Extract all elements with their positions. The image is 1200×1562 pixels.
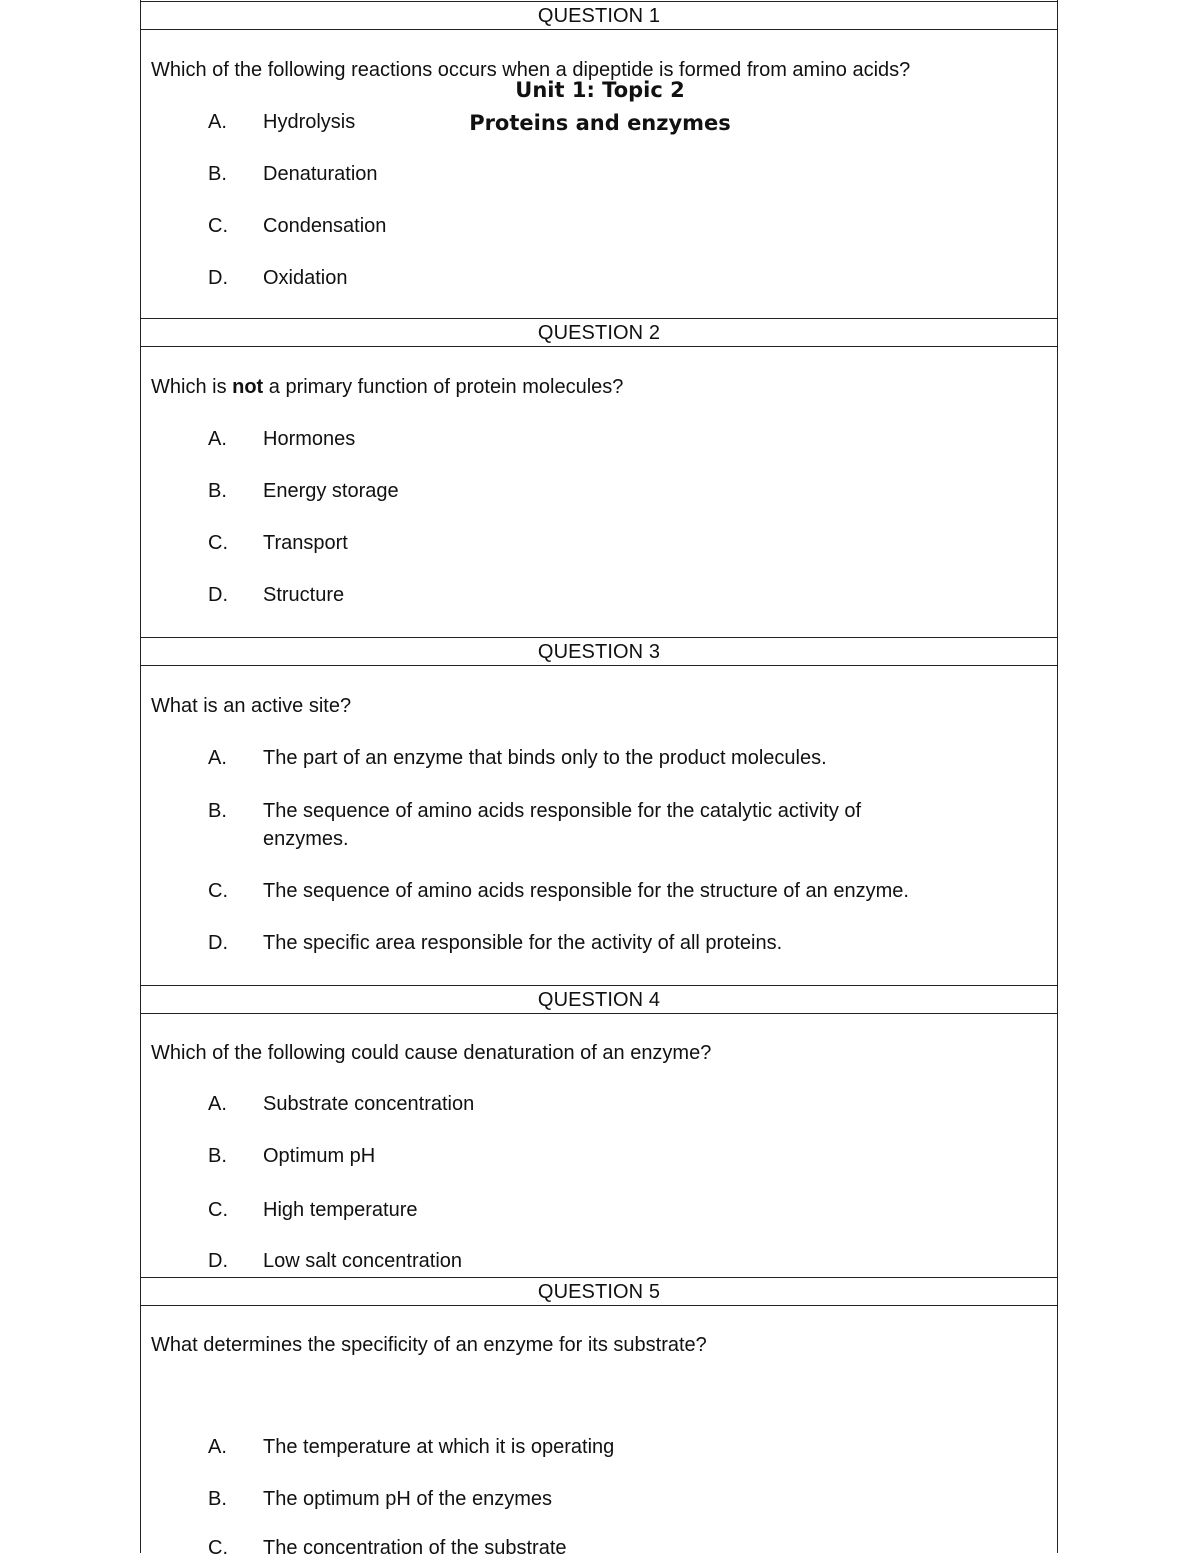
question-3-stem: What is an active site? xyxy=(151,695,352,717)
unit-title: Unit 1: Topic 2 xyxy=(515,78,685,102)
question-1-heading: QUESTION 1 xyxy=(141,1,1057,30)
option-text: Energy storage xyxy=(263,480,399,502)
option-text: The part of an enzyme that binds only to the product molecules. xyxy=(263,747,827,769)
option-letter: B. xyxy=(208,1145,227,1167)
question-5-stem: What determines the specificity of an enzyme for its substrate? xyxy=(151,1334,707,1356)
option-letter: B. xyxy=(208,163,227,185)
option-letter: A. xyxy=(208,428,227,450)
option-text: The sequence of amino acids responsible for the catalytic activity of enzymes. xyxy=(263,800,862,850)
option-text: Structure xyxy=(263,584,345,606)
option-text: Oxidation xyxy=(263,267,348,289)
topic-title: Proteins and enzymes xyxy=(469,111,731,135)
option-text: The concentration of the substrate xyxy=(263,1537,567,1559)
option-text: High temperature xyxy=(263,1199,418,1221)
option-letter: B. xyxy=(208,480,227,502)
option-letter: C. xyxy=(208,880,228,902)
stem-text: a primary function of protein molecules? xyxy=(263,376,624,398)
option-letter: D. xyxy=(208,932,228,954)
option-text: The sequence of amino acids responsible for the structure of an enzyme. xyxy=(263,880,909,902)
option-letter: D. xyxy=(208,267,228,289)
option-text: Transport xyxy=(263,532,348,554)
option-letter: B. xyxy=(208,800,227,822)
option-letter: C. xyxy=(208,1537,228,1559)
option-text: Denaturation xyxy=(263,163,378,185)
option-letter: D. xyxy=(208,584,228,606)
option-letter: C. xyxy=(208,532,228,554)
question-5-heading: QUESTION 5 xyxy=(141,1277,1057,1306)
option-letter: A. xyxy=(208,111,227,133)
option-text: Low salt concentration xyxy=(263,1250,463,1272)
option-text: The specific area responsible for the activity of all proteins. xyxy=(263,932,783,954)
option-text: Hydrolysis xyxy=(263,111,356,133)
stem-emphasis: not xyxy=(232,376,264,398)
question-4-stem: Which of the following could cause denaturation of an enzyme? xyxy=(151,1042,712,1064)
option-text: The temperature at which it is operating xyxy=(263,1436,615,1458)
option-letter: B. xyxy=(208,1488,227,1510)
question-2-heading: QUESTION 2 xyxy=(141,318,1057,347)
question-3-heading: QUESTION 3 xyxy=(141,637,1057,666)
option-letter: D. xyxy=(208,1250,228,1272)
stem-text: Which is xyxy=(151,376,233,398)
option-letter: C. xyxy=(208,1199,228,1221)
question-1-stem: Which of the following reactions occurs when a dipeptide is formed from amino acids? xyxy=(151,59,911,81)
question-4-heading: QUESTION 4 xyxy=(141,985,1057,1014)
option-letter: A. xyxy=(208,1093,227,1115)
option-text: Substrate concentration xyxy=(263,1093,475,1115)
option-letter: A. xyxy=(208,1436,227,1458)
question-sheet xyxy=(140,0,1058,1559)
option-letter: A. xyxy=(208,747,227,769)
option-text: Condensation xyxy=(263,215,387,237)
option-text: Hormones xyxy=(263,428,356,450)
option-text: The optimum pH of the enzymes xyxy=(263,1488,553,1510)
option-text: Optimum pH xyxy=(263,1145,376,1167)
option-letter: C. xyxy=(208,215,228,237)
question-2-stem xyxy=(151,374,623,400)
